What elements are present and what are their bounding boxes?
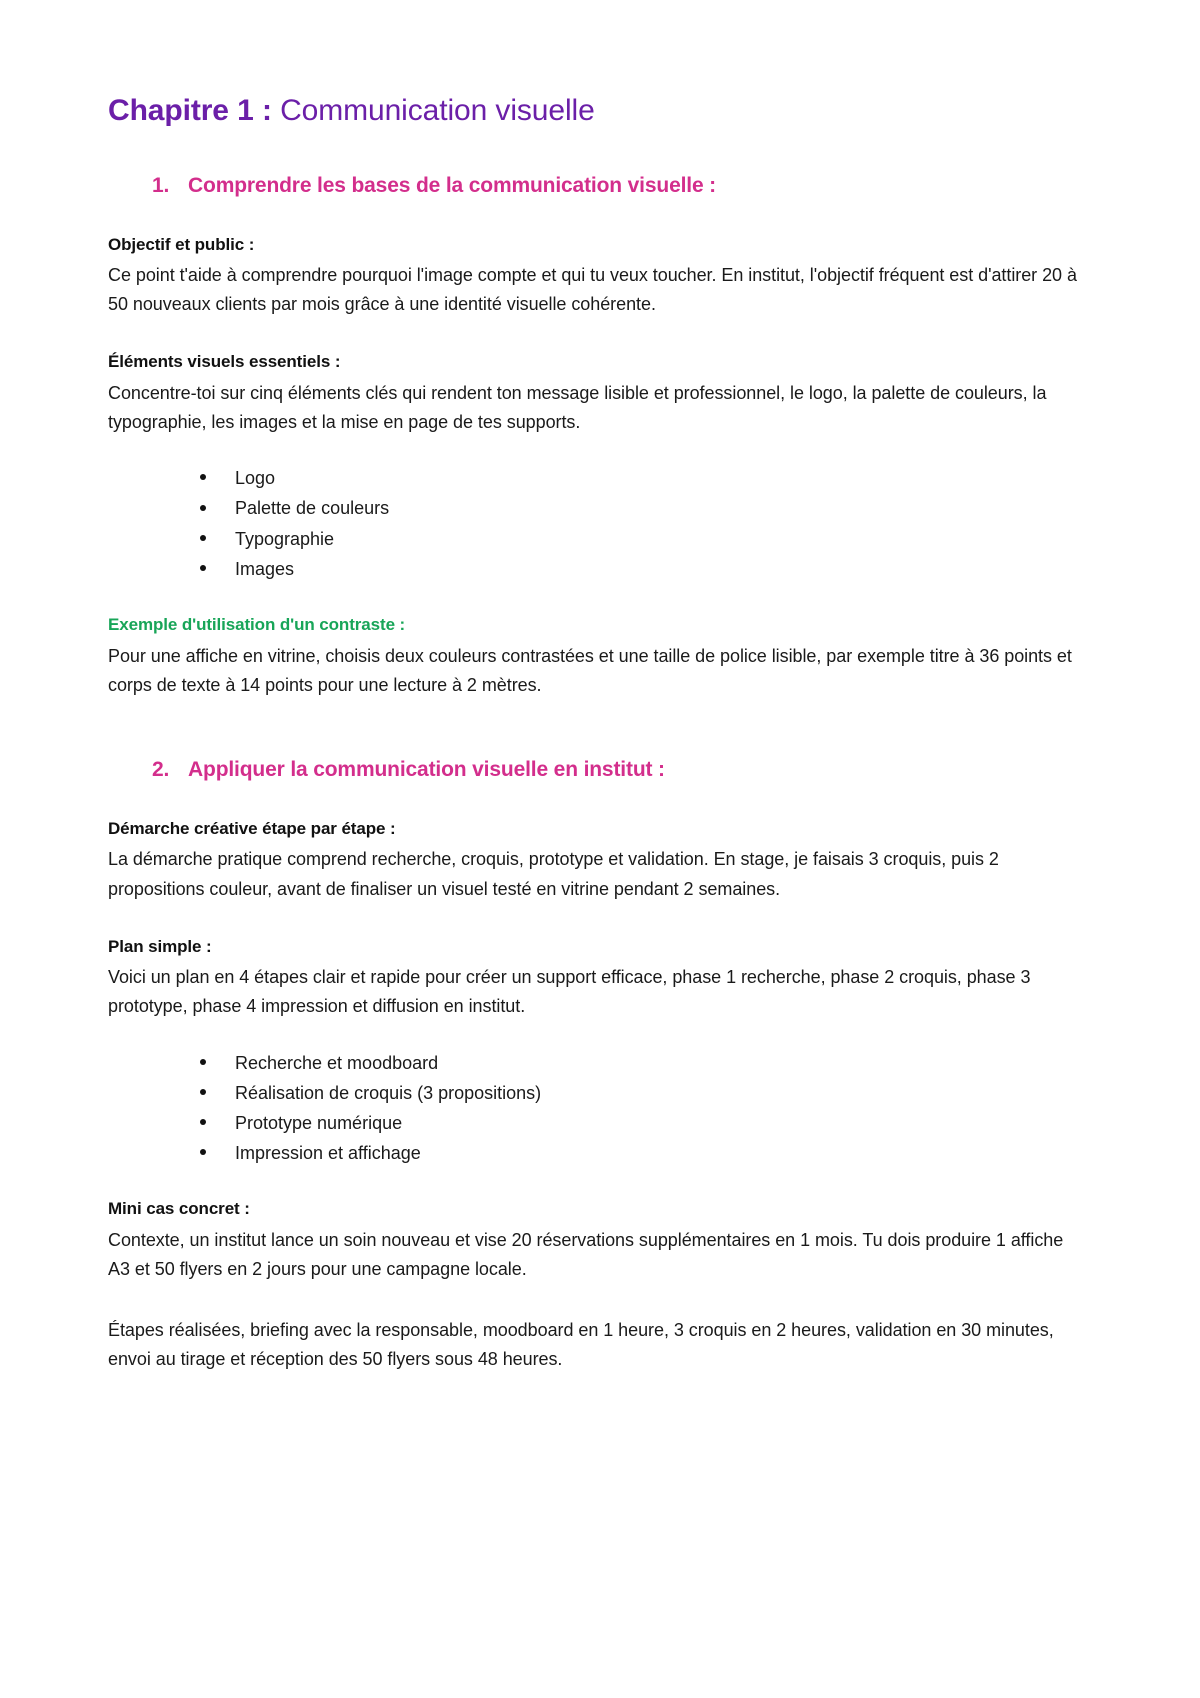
list-item — [200, 1048, 1080, 1078]
list-item-label: Réalisation de croquis (3 propositions) — [235, 1082, 542, 1103]
paragraph-etapes-realisees: Étapes réalisées, briefing avec la responsable, moodboard en 1 heure, 3 croquis en 2 heures, validation en 30 minutes, envoi au tirage et réception des 50 flyers sous 48 heures. — [108, 1320, 1054, 1370]
paragraph-spacer — [108, 1302, 1080, 1316]
subheading-objectif-et-public: Objectif et public : — [108, 234, 255, 254]
page-title — [108, 92, 1080, 130]
bullet-dot-icon — [200, 474, 206, 480]
list-item — [200, 1108, 1080, 1138]
subheading-elements-visuels: Éléments visuels essentiels : — [108, 352, 341, 372]
list-item-label: Logo — [235, 468, 276, 489]
list-item — [200, 524, 1080, 554]
block-demarche-creative — [108, 816, 1080, 904]
section-2 — [108, 758, 1080, 1375]
paragraph-elements-visuels: Concentre-toi sur cinq éléments clés qui rendent ton message lisible et professionnel, le logo, la palette de couleurs, la typographie, les images et la mise en page de tes supports. — [108, 382, 1047, 432]
list-item-label: Palette de couleurs — [235, 498, 390, 519]
bullet-dot-icon — [200, 1059, 206, 1065]
bullet-dot-icon — [200, 505, 206, 511]
block-objectif-et-public — [108, 232, 1080, 320]
list-item-label: Prototype numérique — [235, 1112, 403, 1133]
block-plan-simple — [108, 934, 1080, 1022]
list-item — [200, 1138, 1080, 1168]
paragraph-plan-simple: Voici un plan en 4 étapes clair et rapide pour créer un support efficace, phase 1 recherche, phase 2 croquis, phase 3 prototype, phase 4 impression et diffusion en institut. — [108, 967, 1031, 1017]
list-item-label: Recherche et moodboard — [235, 1052, 439, 1073]
section-1 — [108, 174, 1080, 700]
section-2-number: 2. — [152, 757, 170, 781]
subheading-demarche-creative: Démarche créative étape par étape : — [108, 818, 396, 838]
list-item-label: Typographie — [235, 528, 335, 549]
bullet-list-plan-simple — [108, 1048, 1080, 1169]
subheading-mini-cas-concret: Mini cas concret : — [108, 1199, 250, 1219]
block-mini-cas-concret — [108, 1196, 1080, 1284]
block-exemple-contraste — [108, 612, 1080, 700]
section-1-label: Comprendre les bases de la communication visuelle : — [188, 173, 717, 197]
list-item-label: Images — [235, 558, 295, 579]
paragraph-demarche-creative: La démarche pratique comprend recherche, croquis, prototype et validation. En stage, je faisais 3 croquis, puis 2 propositions couleur, avant de finaliser un visuel testé en vitrine pendant 2 semaines. — [108, 849, 999, 899]
paragraph-mini-cas-contexte: Contexte, un institut lance un soin nouveau et vise 20 réservations supplémentaires en 1 mois. Tu dois produire 1 affiche A3 et 50 flyers en 2 jours pour une campagne locale. — [108, 1229, 1064, 1280]
bullet-dot-icon — [200, 1089, 206, 1095]
subheading-exemple-contraste: Exemple d'utilisation d'un contraste : — [108, 615, 406, 635]
list-item-label: Impression et affichage — [235, 1143, 421, 1164]
list-item — [200, 554, 1080, 584]
section-1-number: 1. — [152, 173, 170, 197]
bullet-dot-icon — [200, 1119, 206, 1125]
paragraph-objectif-et-public: Ce point t'aide à comprendre pourquoi l'image compte et qui tu veux toucher. En institut, l'objectif fréquent est d'attirer 20 à 50 nouveaux clients par mois grâce à une identité visuelle cohérente. — [108, 265, 1077, 315]
subheading-plan-simple: Plan simple : — [108, 936, 212, 956]
bullet-dot-icon — [200, 535, 206, 541]
block-etapes-realisees — [108, 1316, 1080, 1374]
list-item — [200, 493, 1080, 523]
list-item — [200, 1078, 1080, 1108]
section-2-label: Appliquer la communication visuelle en institut : — [188, 757, 665, 781]
paragraph-exemple-contraste: Pour une affiche en vitrine, choisis deux couleurs contrastées et une taille de police lisible, par exemple titre à 36 points et corps de texte à 14 points pour une lecture à 2 mètres. — [108, 645, 1072, 695]
page-title-chapter: Chapitre 1 : — [108, 94, 272, 127]
page-title-subject: Communication visuelle — [271, 94, 595, 127]
bullet-dot-icon — [200, 565, 206, 571]
block-elements-visuels — [108, 349, 1080, 437]
section-2-heading — [108, 758, 1080, 782]
list-item — [200, 463, 1080, 493]
bullet-dot-icon — [200, 1149, 206, 1155]
bullet-list-elements-visuels — [108, 463, 1080, 584]
section-1-heading — [108, 174, 1080, 198]
